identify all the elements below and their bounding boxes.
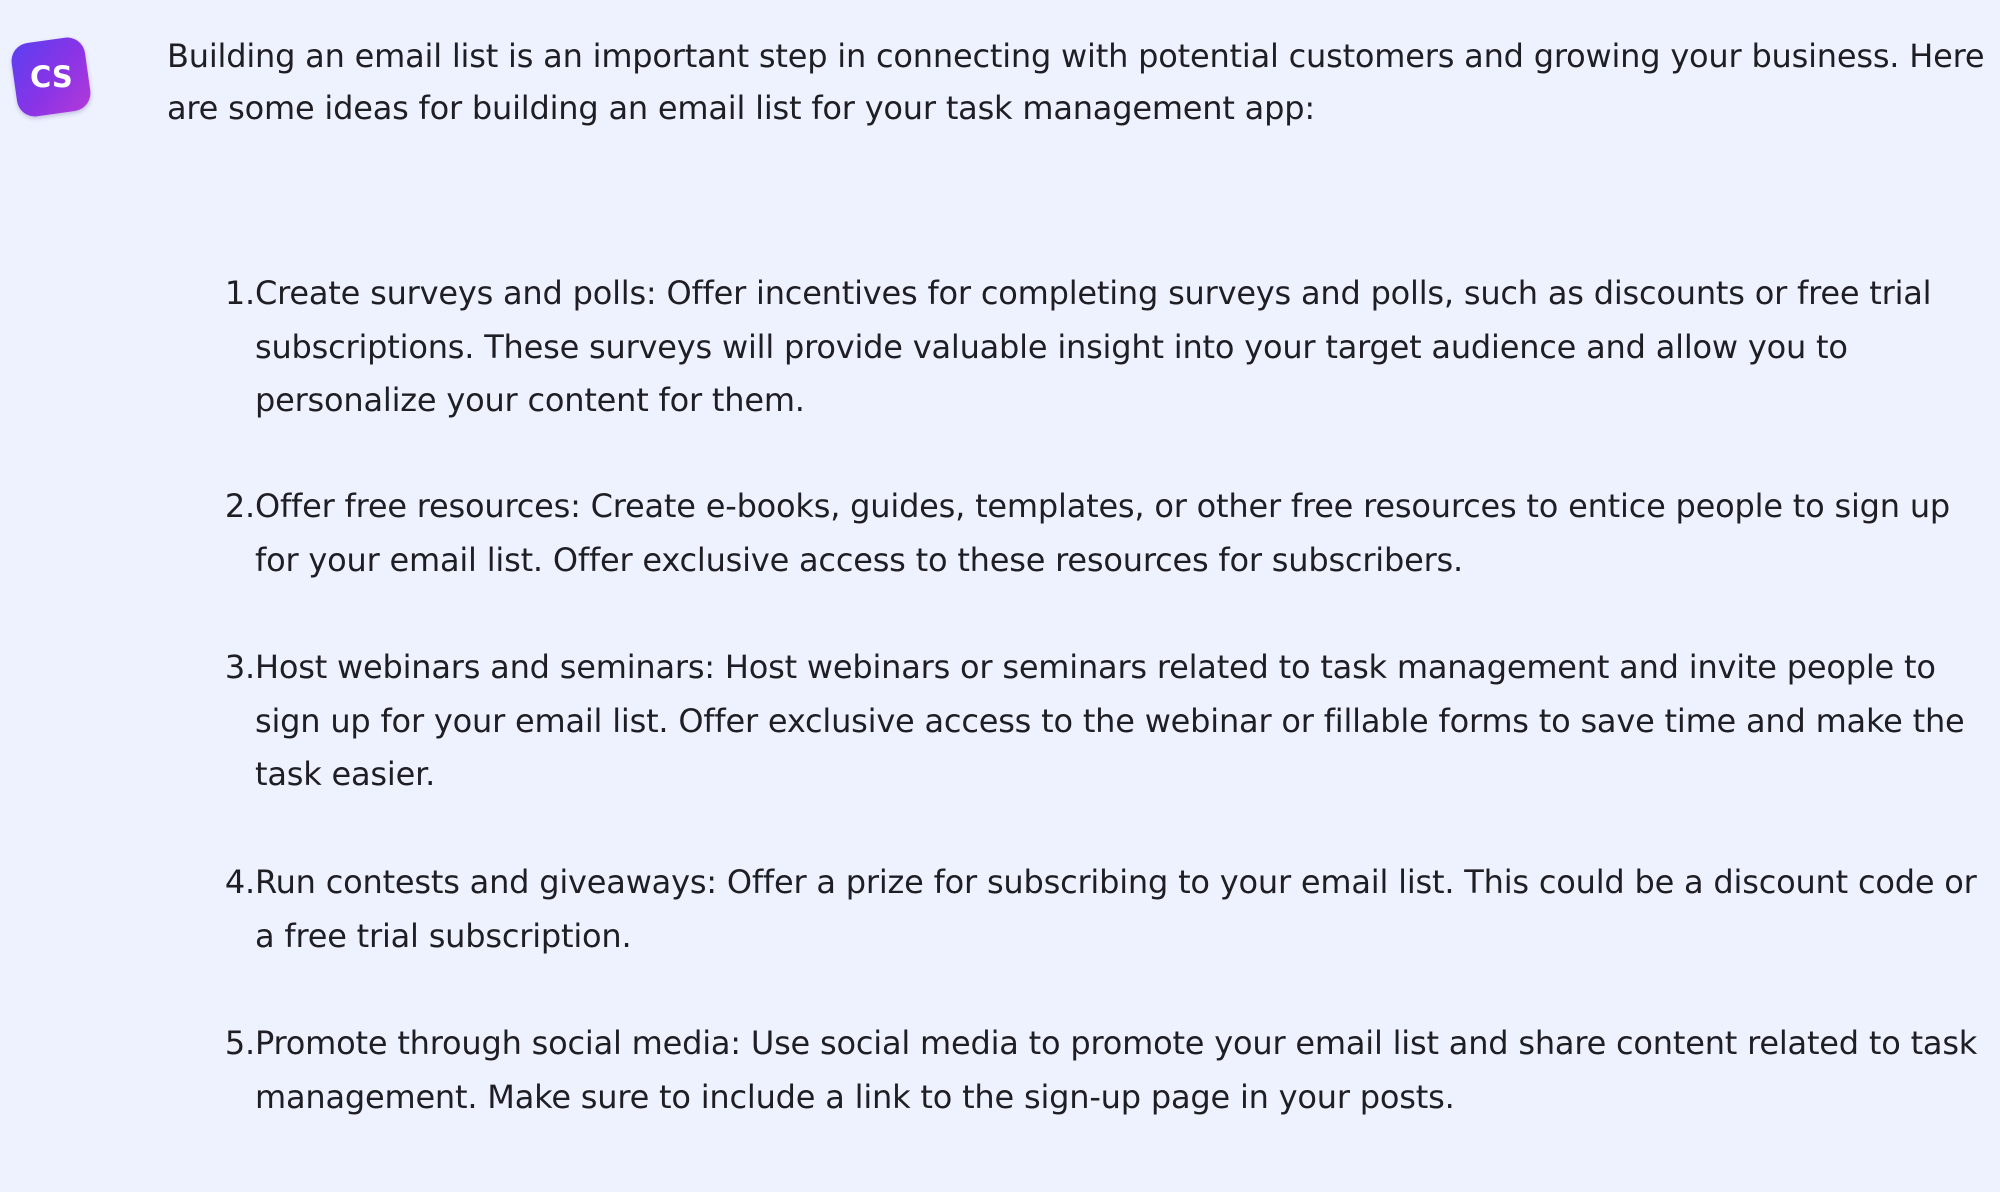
- list-item-text: Create surveys and polls: Offer incentives for completing surveys and polls, such as discounts or free trial subscriptions. These surveys will provide valuable insight into your target audience and allow you to personalize your content for them.: [255, 274, 1932, 419]
- list-item-number: 2.: [224, 487, 255, 525]
- list-item-number: 4.: [224, 863, 255, 901]
- list-item-text: Promote through social media: Use social media to promote your email list and share content related to task management. Make sure to include a link to the sign-up page in your posts.: [255, 1024, 1978, 1116]
- list-item-text: Run contests and giveaways: Offer a prize for subscribing to your email list. This could be a discount code or a free trial subscription.: [255, 863, 1977, 955]
- list-item-number: 5.: [224, 1024, 255, 1062]
- list-item-number: 1.: [224, 274, 255, 312]
- message-intro: Building an email list is an important step in connecting with potential customers and growing your business. Here are some ideas for building an email list for your task management app:: [167, 37, 1985, 127]
- avatar-initials: CS: [29, 60, 73, 94]
- assistant-avatar: [9, 35, 93, 119]
- list-item-number: 3.: [224, 648, 255, 686]
- message-content: [167, 30, 1987, 1116]
- list-item-text: Offer free resources: Create e-books, guides, templates, or other free resources to entice people to sign up for your email list. Offer exclusive access to these resources for subscribers.: [255, 487, 1951, 579]
- list-item-text: Host webinars and seminars: Host webinars or seminars related to task management and invite people to sign up for your email list. Offer exclusive access to the webinar or fillable forms to save time and make the task easier.: [255, 648, 1965, 793]
